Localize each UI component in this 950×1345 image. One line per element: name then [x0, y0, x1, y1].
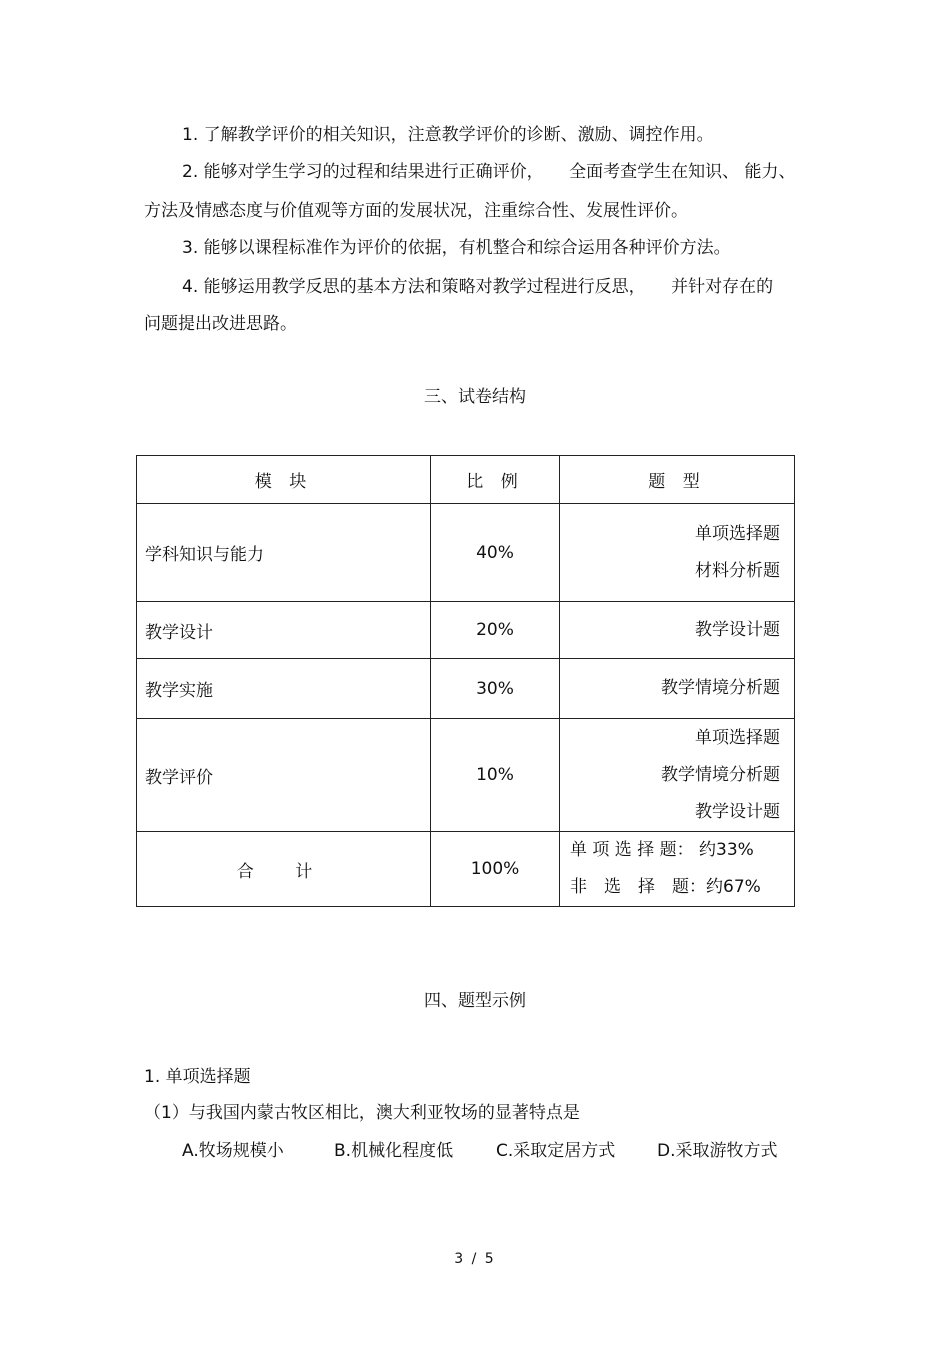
- option-d: D.采取游牧方式: [657, 1141, 778, 1161]
- table-row: [137, 659, 795, 719]
- row-types: [560, 602, 795, 659]
- total-types: [560, 832, 795, 907]
- table-row: [137, 602, 795, 659]
- row-module: 教学设计: [137, 602, 431, 659]
- header-module: 模 块: [137, 456, 431, 504]
- total-label: 合 计: [137, 832, 431, 907]
- type-item: 材料分析题: [695, 560, 780, 581]
- type-item: 教学情境分析题: [661, 678, 780, 698]
- objective-2-cont: 方法及情感态度与价值观等方面的发展状况，注重综合性、发展性评价。: [144, 201, 688, 221]
- table-row: [137, 504, 795, 602]
- question-type-label: 1. 单项选择题: [144, 1067, 251, 1087]
- option-a: A.牧场规模小: [182, 1141, 284, 1161]
- table-total-row: [137, 832, 795, 907]
- row-types: [560, 719, 795, 832]
- section-title-examples: 四、题型示例: [424, 991, 526, 1011]
- table-header-row: [137, 456, 795, 504]
- page-number: 3 / 5: [454, 1251, 496, 1267]
- objective-4: 4. 能够运用教学反思的基本方法和策略对教学过程进行反思， 并针对存在的: [182, 277, 774, 297]
- row-module: 学科知识与能力: [137, 504, 431, 602]
- objective-4-cont: 问题提出改进思路。: [144, 314, 297, 334]
- row-types: [560, 659, 795, 719]
- type-item: 单项选择题: [695, 523, 780, 544]
- row-module: 教学实施: [137, 659, 431, 719]
- total-ratio: 100%: [431, 832, 560, 907]
- row-types: [560, 504, 795, 602]
- type-item: 教学情境分析题: [661, 764, 780, 785]
- objective-3: 3. 能够以课程标准作为评价的依据，有机整合和综合运用各种评价方法。: [182, 238, 731, 258]
- objective-2: 2. 能够对学生学习的过程和结果进行正确评价， 全面考查学生在知识、 能力、: [182, 162, 796, 182]
- row-ratio: 20%: [431, 602, 560, 659]
- option-b: B.机械化程度低: [334, 1141, 454, 1161]
- table-row: [137, 719, 795, 832]
- question-stem: （1）与我国内蒙古牧区相比，澳大利亚牧场的显著特点是: [144, 1103, 580, 1123]
- row-ratio: 40%: [431, 504, 560, 602]
- row-ratio: 30%: [431, 659, 560, 719]
- option-c: C.采取定居方式: [496, 1141, 616, 1161]
- objective-1: 1. 了解教学评价的相关知识，注意教学评价的诊断、激励、调控作用。: [182, 125, 714, 145]
- total-type-item: 非 选 择 题：约67%: [570, 877, 761, 897]
- type-item: 单项选择题: [695, 727, 780, 748]
- header-type: 题 型: [560, 456, 795, 504]
- type-item: 教学设计题: [695, 619, 780, 640]
- row-module: 教学评价: [137, 719, 431, 832]
- total-type-item: 单 项 选 择 题： 约33%: [570, 840, 754, 860]
- row-ratio: 10%: [431, 719, 560, 832]
- section-title-structure: 三、试卷结构: [424, 387, 526, 407]
- type-item: 教学设计题: [695, 801, 780, 822]
- exam-structure-table: [136, 455, 795, 907]
- header-ratio: 比 例: [431, 456, 560, 504]
